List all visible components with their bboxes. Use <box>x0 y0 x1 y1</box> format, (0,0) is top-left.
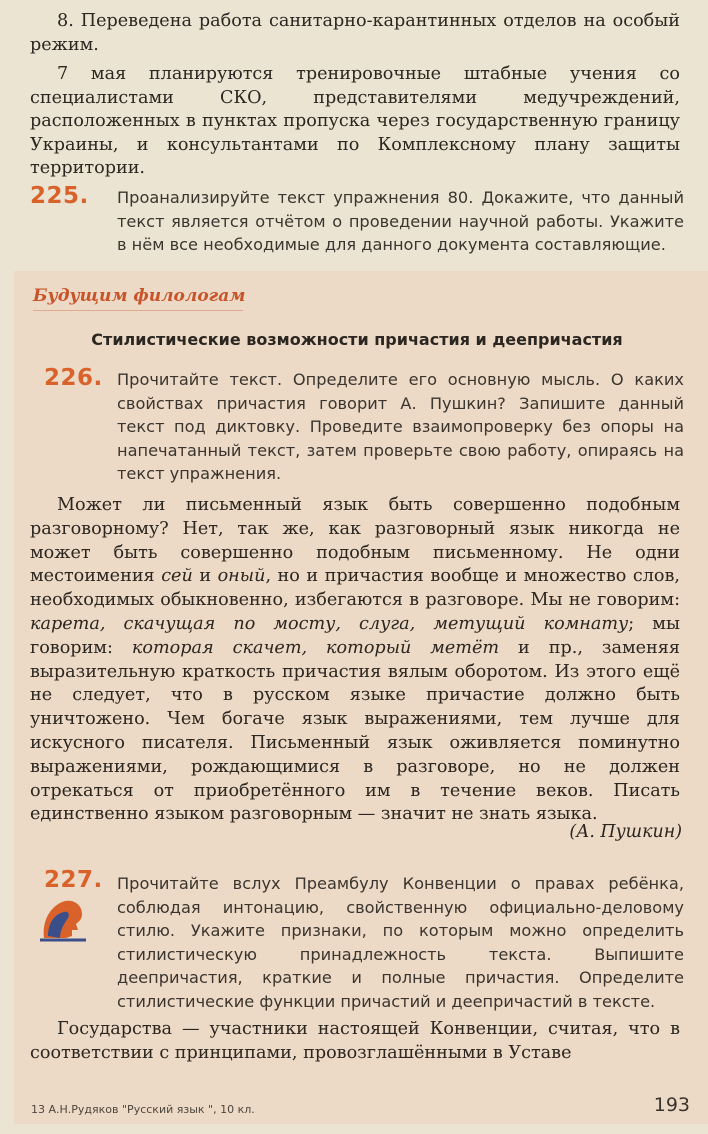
quote-italic: оный <box>217 566 266 587</box>
exercise-number: 227. <box>44 867 103 893</box>
quote-italic: карета, скачущая по мосту, слуга, метущий комнату <box>30 613 629 634</box>
exercise-text: Прочитайте вслух Преамбулу Конвенции о правах ребёнка, соблюдая интонацию, свойственную официально-деловому стилю. Укажите признаки, по которым можно определить стилистическую принадлежность текста. Выпишите деепричастия, краткие и полные причастия. Определите стилистические функции причастий и деепричастий в тексте. <box>117 874 684 1011</box>
quote-italic: сей <box>161 566 193 587</box>
page-number: 193 <box>653 1094 690 1116</box>
quote-text: и <box>192 566 218 587</box>
exercise-number: 226. <box>44 365 103 391</box>
quote-italic: которая скачет, который метёт <box>131 637 500 658</box>
exercise-text: Прочитайте текст. Определите его основную мысль. О каких свойствах причастия говорит А. Пушкин? Запишите данный текст под диктовку. Проведите взаимопроверку без опоры на напечатанный текст, затем проверьте свою работу, опираясь на текст упражнения. <box>117 370 684 484</box>
paragraph-plan: 7 мая планируются тренировочные штабные учения со специалистами СКО, представителями медучреждений, расположенных в пунктах пропуска через государственную границу Украины, и консультантами по Комплексному плану защиты территории. <box>30 64 680 179</box>
section-heading: Стилистические возможности причастия и деепричастия <box>91 330 623 349</box>
quote-author: (А. Пушкин) <box>569 822 682 842</box>
exercise-number: 225. <box>30 183 89 209</box>
box-title: Будущим филологам <box>33 286 246 306</box>
speaking-head-icon <box>38 894 88 942</box>
footer-source: 13 А.Н.Рудяков "Русский язык ", 10 кл. <box>31 1103 255 1116</box>
quote-text: ; мы говорим: <box>30 613 680 658</box>
quote-text: Может ли письменный язык быть совершенно подобным разговорному? Нет, так же, как разговорный язык никогда не может быть совершенно подобным письменному. Не одни местоимения <box>30 495 680 587</box>
title-underline <box>33 310 243 311</box>
quote-text: , но и причастия вообще и множество слов, необходимых обыкновенно, избегаются в разговоре. Мы не говорим: <box>30 566 681 611</box>
pushkin-quote <box>30 494 680 827</box>
exercise-text: Проанализируйте текст упражнения 80. Докажите, что данный текст является отчётом о проведении научной работы. Укажите в нём все необходимые для данного документа составляющие. <box>117 188 684 255</box>
paragraph-item-8: 8. Переведена работа санитарно-карантинных отделов на особый режим. <box>30 11 680 55</box>
paragraph-convention: Государства — участники настоящей Конвенции, считая, что в соответствии с принципами, провозглашёнными в Уставе <box>30 1019 680 1063</box>
quote-text: и пр., заменяя выразительную краткость причастия вялым оборотом. Из этого ещё не следует, что в русском языке причастие должно быть уничтожено. Чем богаче язык выражениями, тем лучше для искусного писателя. Письменный язык оживляется поминутно выражениями, рождающимися в разговоре, но не должен отрекаться от приобретённого им в течение веков. Писать единственно языком разговорным — значит не знать языка. <box>30 637 680 825</box>
